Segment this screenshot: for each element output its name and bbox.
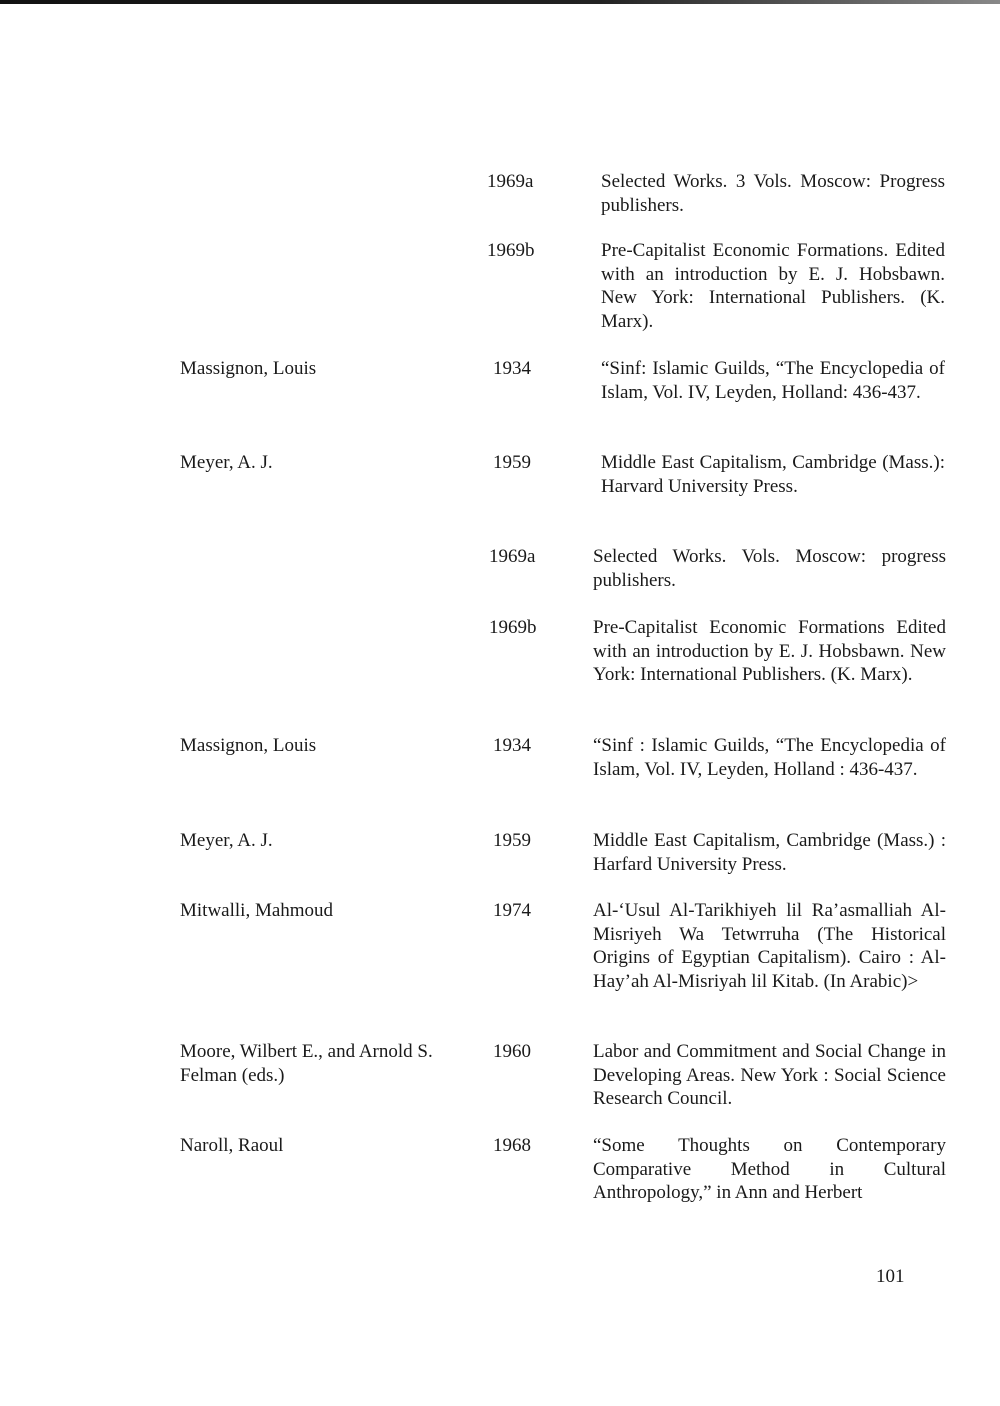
entry-reference: “Sinf: Islamic Guilds, “The Encyclopedia of Islam, Vol. IV, Leyden, Holland: 436-437.	[601, 358, 945, 403]
entry-author: Mitwalli, Mahmoud	[180, 900, 334, 921]
entry-reference: Pre-Capitalist Economic Formations Edited with an introduction by E. J. Hobsbawn. New York: International Publishers. (K. Marx).	[593, 617, 946, 685]
entry-author: Massignon, Louis	[180, 358, 317, 379]
entry-year: 1934	[493, 358, 531, 379]
entry-year: 1969b	[489, 617, 537, 638]
entry-year: 1934	[493, 735, 531, 756]
entry-year: 1969b	[487, 240, 535, 261]
entry-year: 1969a	[489, 546, 536, 567]
entry-author: Meyer, A. J.	[180, 830, 273, 851]
entry-reference: Al-‘Usul Al-Tarikhiyeh lil Ra’asmalliah Al-Misriyeh Wa Tetwrruha (The Historical Origins of Egyptian Capitalism). Cairo : Al-Hay’ah Al-Misriyah lil Kitab. (In Arabic)>	[593, 900, 946, 992]
entry-reference: Pre-Capitalist Economic Formations. Edited with an introduction by E. J. Hobsbawn. New York: International Publishers. (K. Marx).	[601, 240, 945, 332]
entry-year: 1959	[493, 452, 531, 473]
entry-reference: Middle East Capitalism, Cambridge (Mass.) : Harfard University Press.	[593, 830, 946, 875]
entry-year: 1969a	[487, 171, 534, 192]
entry-reference: Selected Works. Vols. Moscow: progress publishers.	[593, 546, 946, 591]
entry-year: 1974	[493, 900, 531, 921]
entry-year: 1959	[493, 830, 531, 851]
entry-reference: “Sinf : Islamic Guilds, “The Encyclopedia of Islam, Vol. IV, Leyden, Holland : 436-437.	[593, 735, 946, 780]
entry-author: Massignon, Louis	[180, 735, 317, 756]
entry-year: 1968	[493, 1135, 531, 1156]
entry-year: 1960	[493, 1041, 531, 1062]
page-number: 101	[876, 1266, 905, 1287]
entry-author: Naroll, Raoul	[180, 1135, 284, 1156]
top-border-rule	[0, 0, 1000, 4]
entry-reference: Selected Works. 3 Vols. Moscow: Progress publishers.	[601, 171, 945, 216]
entry-reference: Labor and Commitment and Social Change in Developing Areas. New York : Social Science Research Council.	[593, 1041, 946, 1109]
entry-reference: “Some Thoughts on Contemporary Comparative Method in Cultural Anthropology,” in Ann and Herbert	[593, 1135, 946, 1203]
entry-reference: Middle East Capitalism, Cambridge (Mass.): Harvard University Press.	[601, 452, 945, 497]
entry-author: Meyer, A. J.	[180, 452, 273, 473]
entry-author: Moore, Wilbert E., and Arnold S. Felman (eds.)	[180, 1041, 433, 1086]
